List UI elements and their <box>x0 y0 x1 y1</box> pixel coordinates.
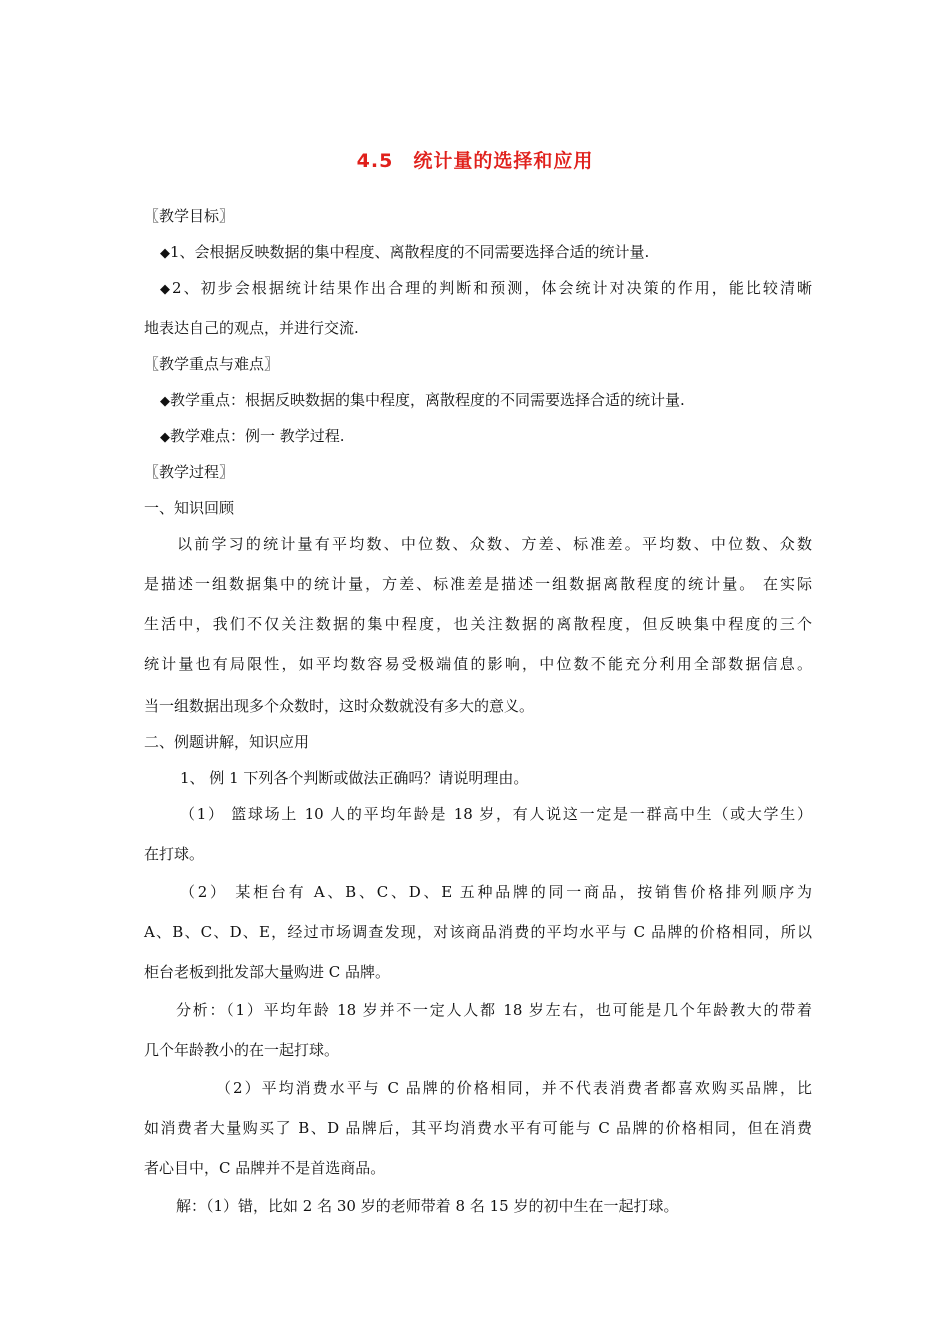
analysis-2-line-1: （2）平均消费水平与 C 品牌的价格相同，并不代表消费者都喜欢购买品牌，比 <box>216 1079 812 1097</box>
objective-1-text: 1、会根据反映数据的集中程度、离散程度的不同需要选择合适的统计量. <box>170 243 650 261</box>
diamond-bullet-icon: ◆ <box>160 246 170 261</box>
objective-2-text: 2、初步会根据统计结果作出合理的判断和预测，体会统计对决策的作用，能比较清晰 <box>172 279 812 297</box>
diamond-bullet-icon: ◆ <box>160 394 170 409</box>
review-paragraph-line-2: 是描述一组数据集中的统计量，方差、标准差是描述一组数据离散程度的统计量。 在实际 <box>144 575 812 593</box>
key-point-item <box>160 390 812 412</box>
key-point-text: 教学重点：根据反映数据的集中程度，离散程度的不同需要选择合适的统计量. <box>170 391 685 409</box>
example-intro: 1、 例 1 下列各个判断或做法正确吗？请说明理由。 <box>180 769 529 787</box>
objective-item-1 <box>160 242 812 264</box>
difficult-point-text: 教学难点：例一 教学过程. <box>170 427 345 445</box>
analysis-line-2: 几个年龄教小的在一起打球。 <box>144 1041 340 1059</box>
review-paragraph-line-3: 生活中，我们不仅关注数据的集中程度，也关注数据的离散程度，但反映集中程度的三个 <box>144 615 812 633</box>
question-2-line-2: A、B、C、D、E，经过市场调查发现，对该商品消费的平均水平与 C 品牌的价格相同，所以 <box>144 923 812 941</box>
section-heading-objectives: 〖教学目标〗 <box>144 207 235 225</box>
review-paragraph-line-5: 当一组数据出现多个众数时，这时众数就没有多大的意义。 <box>144 697 535 715</box>
title-text: 统计量的选择和应用 <box>413 150 594 172</box>
answer-line-1: 解：（1）错，比如 2 名 30 岁的老师带着 8 名 15 岁的初中生在一起打球。 <box>176 1197 679 1215</box>
review-paragraph-line-4: 统计量也有局限性，如平均数容易受极端值的影响，中位数不能充分利用全部数据信息。 <box>144 655 812 673</box>
objective-2-continuation: 地表达自己的观点，并进行交流. <box>144 319 359 337</box>
part-2-heading: 二、例题讲解，知识应用 <box>144 733 310 751</box>
title-number: 4.5 <box>356 150 394 172</box>
difficult-point-item <box>160 426 812 448</box>
question-1-line-2: 在打球。 <box>144 845 205 863</box>
section-heading-key-points: 〖教学重点与难点〗 <box>144 355 280 373</box>
diamond-bullet-icon: ◆ <box>160 282 173 297</box>
page-title <box>0 146 950 173</box>
question-2-line-3: 柜台老板到批发部大量购进 C 品牌。 <box>144 963 391 981</box>
analysis-line-1: 分析：（1）平均年龄 18 岁并不一定人人都 18 岁左右，也可能是几个年龄教大的带着 <box>176 1001 812 1019</box>
analysis-2-line-3: 者心目中，C 品牌并不是首选商品。 <box>144 1159 386 1177</box>
part-1-heading: 一、知识回顾 <box>144 499 235 517</box>
question-2-line-1: （2） 某柜台有 A、B、C、D、E 五种品牌的同一商品，按销售价格排列顺序为 <box>180 883 812 901</box>
diamond-bullet-icon: ◆ <box>160 430 170 445</box>
review-paragraph-line-1: 以前学习的统计量有平均数、中位数、众数、方差、标准差。平均数、中位数、众数 <box>177 535 812 553</box>
objective-item-2 <box>160 278 812 300</box>
analysis-2-line-2: 如消费者大量购买了 B、D 品牌后，其平均消费水平有可能与 C 品牌的价格相同，但在消费 <box>144 1119 812 1137</box>
question-1-line-1: （1） 篮球场上 10 人的平均年龄是 18 岁，有人说这一定是一群高中生（或大学生） <box>180 805 812 823</box>
section-heading-process: 〖教学过程〗 <box>144 463 235 481</box>
